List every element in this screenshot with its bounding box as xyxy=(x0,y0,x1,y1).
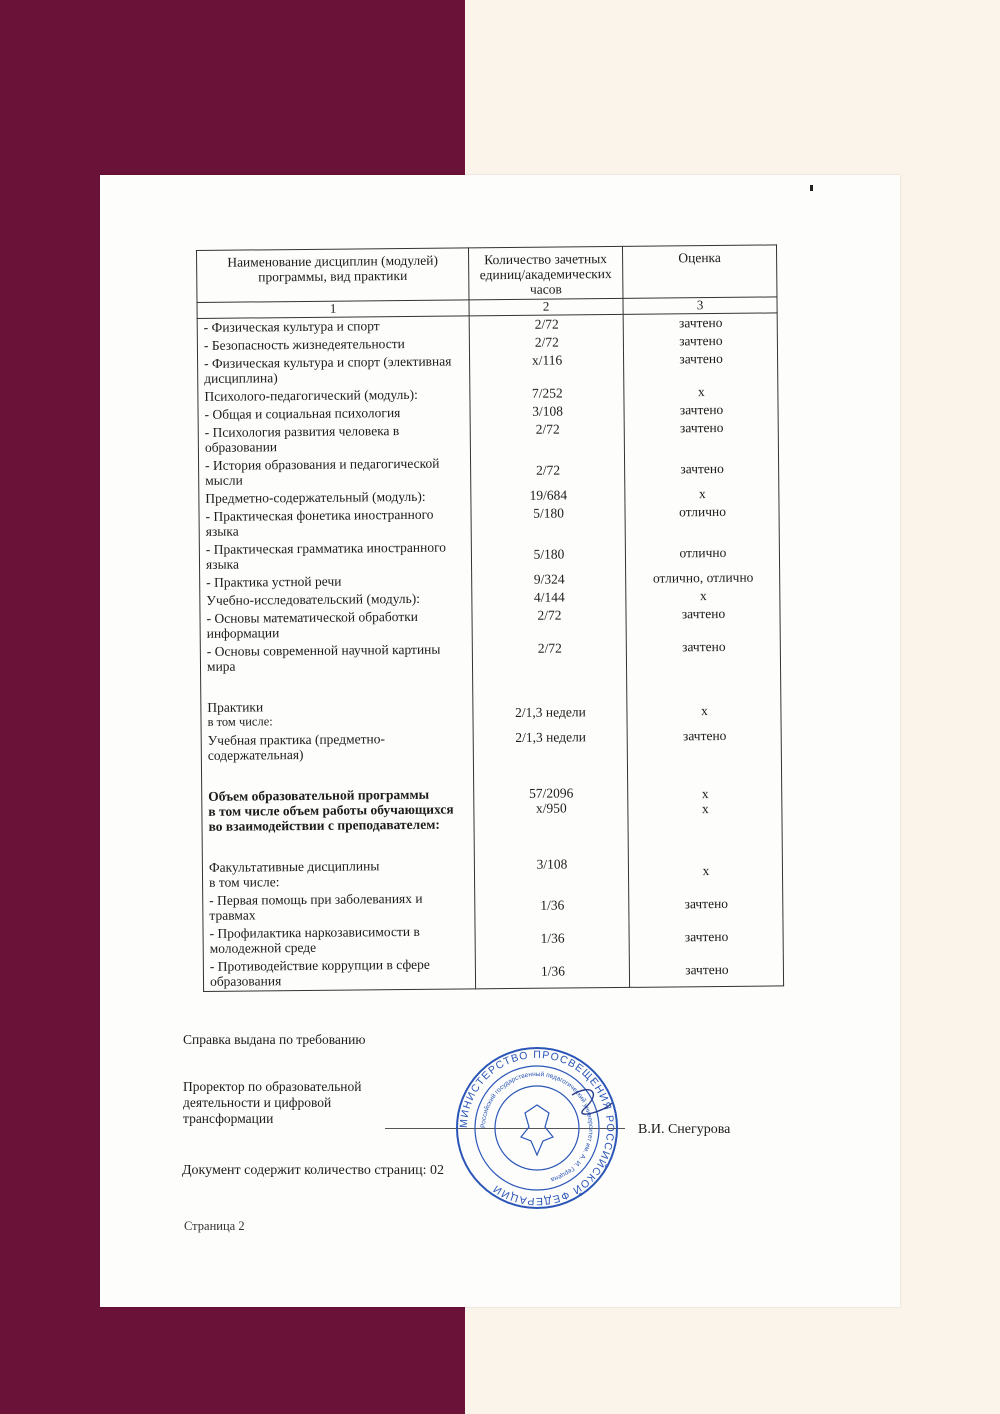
credits-value: 1/36 xyxy=(475,888,629,922)
credits-value: 2/72 xyxy=(472,639,626,673)
scan-mark xyxy=(810,185,813,191)
credits-value: х/116 xyxy=(469,351,623,385)
grade-value: зачтено xyxy=(626,637,780,671)
credits-value: 2/72 xyxy=(469,314,623,334)
grade-value: х xyxy=(626,586,780,605)
grade-value: х xyxy=(628,853,782,887)
discipline-name: - История образования и педагогической мысли xyxy=(198,454,470,490)
credits-value: 7/252 xyxy=(470,384,624,403)
practice-name xyxy=(201,696,473,732)
optional-title: Факультативные дисциплины xyxy=(208,858,380,875)
optional-name xyxy=(202,856,474,892)
grade-value: зачтено xyxy=(627,726,781,760)
seal-middle-ring xyxy=(475,1066,599,1190)
grade-value: зачтено xyxy=(623,331,777,350)
table-row xyxy=(199,535,779,574)
discipline-name: - Профилактика наркозависимости в молодежной среде xyxy=(203,922,475,958)
grade-value: отлично xyxy=(625,535,779,569)
grade-value: зачтено xyxy=(626,604,780,638)
table-row xyxy=(201,726,781,765)
header-credits: Количество зачетных единиц/академических часов xyxy=(468,246,622,299)
column-number: 2 xyxy=(469,298,623,315)
grade-value: зачтено xyxy=(623,313,777,333)
grade-value: зачтено xyxy=(629,952,783,987)
credits-value: 57/2096 xyxy=(529,785,574,801)
grade-value: х xyxy=(627,693,781,727)
table-row xyxy=(203,886,783,925)
credits-value: 2/72 xyxy=(469,333,623,352)
discipline-name: - Безопасность жизнедеятельности xyxy=(197,334,469,355)
table-row xyxy=(203,952,783,991)
discipline-name: - Противодействие коррупции в сфере образования xyxy=(203,955,475,991)
credits-value: 9/324 xyxy=(472,570,626,589)
grade-value: х xyxy=(624,382,778,401)
column-number: 3 xyxy=(623,297,777,314)
grade-value: зачтено xyxy=(624,418,778,452)
table-row xyxy=(198,451,778,490)
discipline-name: - Психология развития человека в образовании xyxy=(198,421,470,457)
grade-value: зачтено xyxy=(624,451,778,485)
grade-value: х xyxy=(625,484,779,503)
credits-value: 3/108 xyxy=(470,402,624,421)
discipline-name: - Практическая фонетика иностранного языка xyxy=(199,505,471,541)
grade-value: отлично xyxy=(625,502,779,536)
table-row xyxy=(198,418,778,457)
credits-value: 1/36 xyxy=(475,921,629,955)
grade-value: зачтено xyxy=(629,919,783,953)
seal-outer-text: МИНИСТЕРСТВО ПРОСВЕЩЕНИЯ РОССИЙСКОЙ ФЕДЕРАЦИИ xyxy=(457,1048,617,1208)
practice-row xyxy=(201,693,781,732)
discipline-name: - Физическая культура и спорт xyxy=(197,316,469,337)
page-number: Страница 2 xyxy=(184,1219,245,1233)
header-discipline: Наименование дисциплин (модулей) программы, вид практики xyxy=(197,248,469,303)
volume-grades xyxy=(628,782,782,831)
volume-credits xyxy=(474,784,628,833)
grade-value: зачтено xyxy=(629,886,783,920)
signatory-position: Проректор по образовательной деятельности и цифровой трансформации xyxy=(183,1079,362,1126)
practice-title: Практики xyxy=(207,699,264,715)
module-name: Психолого-педагогический (модуль): xyxy=(198,385,470,406)
table-row xyxy=(203,919,783,958)
credits-value: 4/144 xyxy=(472,588,626,607)
grade-value: зачтено xyxy=(624,400,778,419)
volume-line2: в том числе объем работы обучающихся во взаимодействии с преподавателем: xyxy=(208,801,454,834)
discipline-name: - Физическая культура и спорт (элективная дисциплина) xyxy=(198,352,470,388)
discipline-name: - Практика устной речи xyxy=(200,571,472,592)
practice-subtitle: в том числе: xyxy=(207,714,273,729)
table-row xyxy=(200,604,780,643)
document-page xyxy=(100,175,900,1307)
column-number: 1 xyxy=(197,300,469,319)
optional-row xyxy=(202,853,782,892)
official-seal-icon xyxy=(452,1043,622,1213)
credits-value: 2/72 xyxy=(470,453,624,487)
discipline-name: - Первая помощь при заболеваниях и травмах xyxy=(203,889,475,925)
credits-value: 2/1,3 недели xyxy=(473,695,627,729)
credits-value: 2/72 xyxy=(472,606,626,640)
credits-value: х/950 xyxy=(535,800,567,816)
optional-subtitle: в том числе: xyxy=(208,874,280,890)
seal-inner-text: Российский государственный педагогический университет им. А. И. Герцена xyxy=(479,1070,595,1184)
volume-row xyxy=(202,782,782,836)
grade-value: х xyxy=(701,786,709,802)
seal-inner-ring xyxy=(495,1086,579,1170)
volume-line1: Объем образовательной программы xyxy=(208,786,430,804)
issued-note: Справка выдана по требованию xyxy=(183,1032,366,1047)
discipline-name: - Основы современной научной картины мира xyxy=(200,640,472,676)
volume-title xyxy=(202,785,474,836)
discipline-name: - Практическая грамматика иностранного языка xyxy=(199,538,471,574)
discipline-name: - Общая и социальная психология xyxy=(198,403,470,424)
credits-value: 5/180 xyxy=(471,537,625,571)
discipline-name: - Основы математической обработки информации xyxy=(200,607,472,643)
credits-value: 5/180 xyxy=(471,504,625,538)
seal-eagle-emblem xyxy=(521,1105,553,1155)
table-header-row xyxy=(197,245,777,303)
module-name: Учебно-исследовательский (модуль): xyxy=(200,589,472,610)
grade-value: зачтено xyxy=(623,349,777,383)
page-count-note: Документ содержит количество страниц: 02 xyxy=(182,1163,445,1178)
grade-value: отлично, отлично xyxy=(626,568,780,587)
table-row xyxy=(199,502,779,541)
credits-value: 2/72 xyxy=(470,420,624,454)
discipline-name: Учебная практика (предметно-содержательная) xyxy=(201,729,473,765)
module-name: Предметно-содержательный (модуль): xyxy=(199,487,471,508)
table-row xyxy=(200,637,780,676)
credits-value: 2/1,3 недели xyxy=(473,728,627,762)
credits-value: 1/36 xyxy=(475,954,629,989)
credits-value: 3/108 xyxy=(474,855,628,889)
credits-value: 19/684 xyxy=(471,486,625,505)
signatory-name: В.И. Снегурова xyxy=(638,1122,731,1137)
grade-value: х xyxy=(701,801,709,817)
table-row xyxy=(198,349,778,388)
header-grade: Оценка xyxy=(622,245,776,298)
grades-table xyxy=(196,244,784,992)
